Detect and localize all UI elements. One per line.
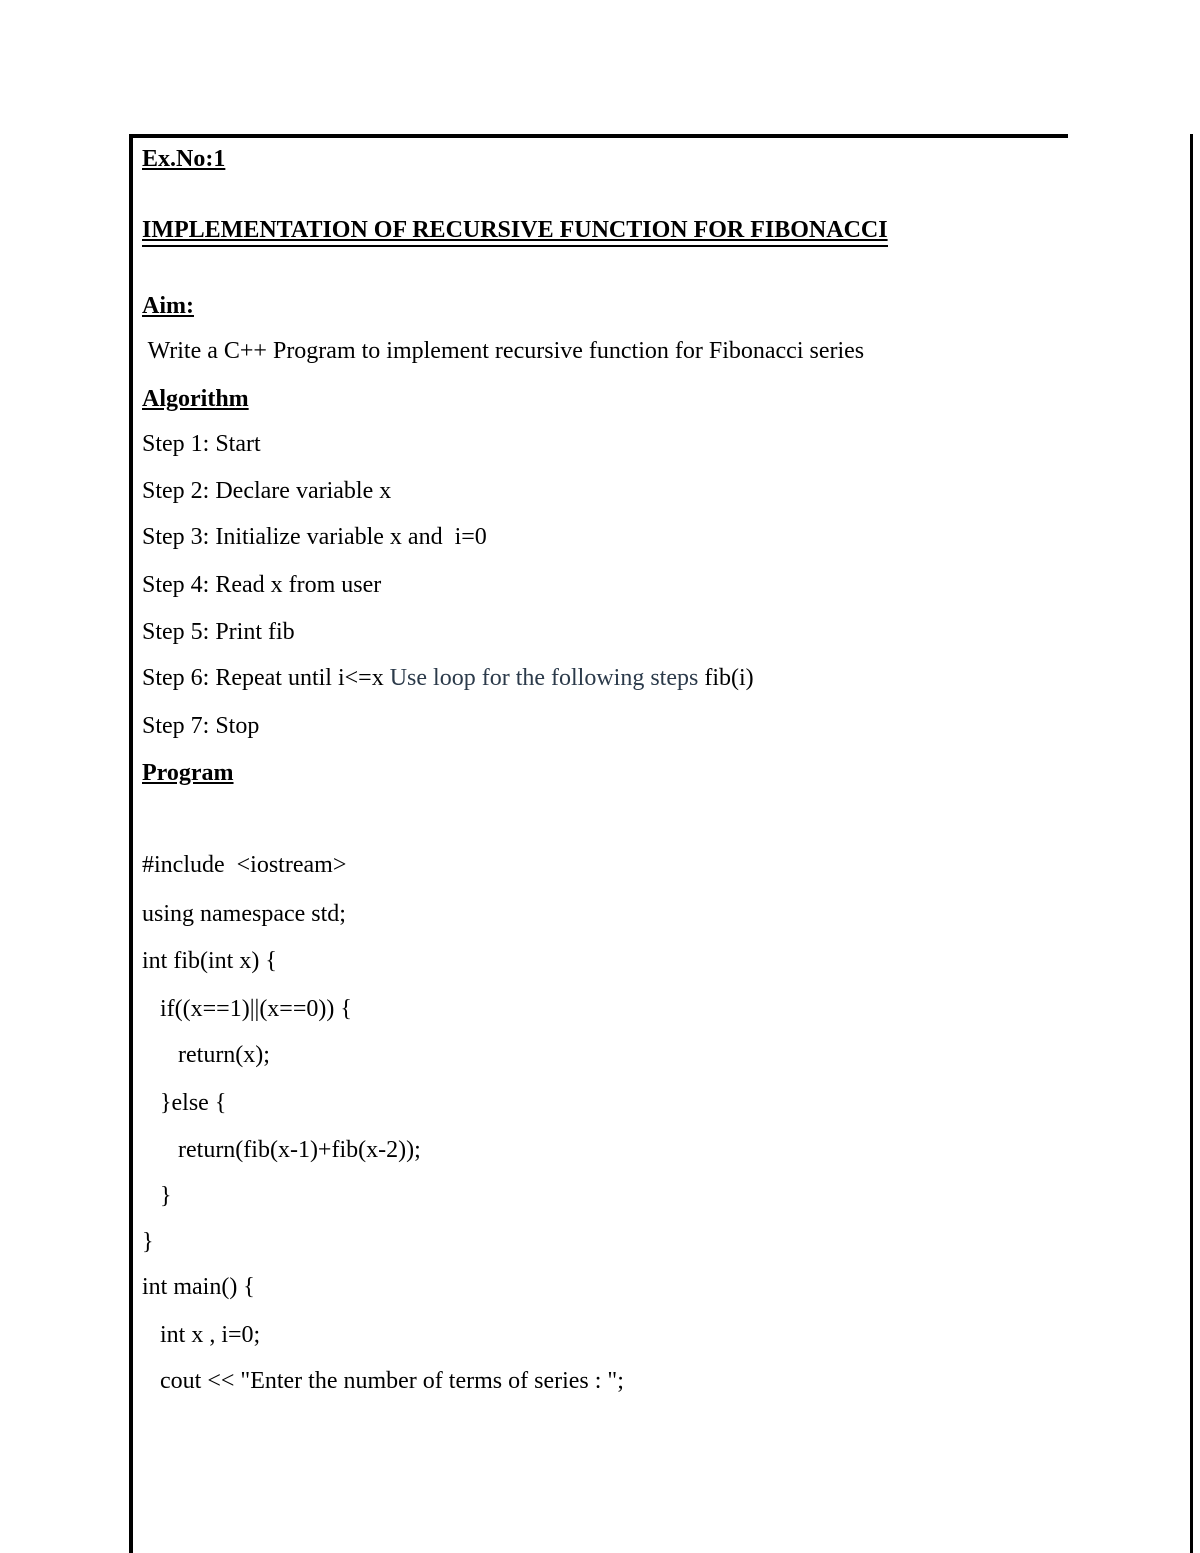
- algorithm-step-7: Step 7: Stop: [142, 713, 260, 739]
- algorithm-step-5: Step 5: Print fib: [142, 619, 295, 645]
- algorithm-step-6-tail: fib(i): [698, 665, 754, 691]
- code-line: int fib(int x) {: [142, 948, 277, 974]
- code-line: using namespace std;: [142, 901, 346, 927]
- code-line: }: [142, 1183, 172, 1209]
- algorithm-step-1: Step 1: Start: [142, 431, 261, 457]
- algorithm-step-6: [142, 664, 754, 692]
- code-line: int main() {: [142, 1274, 255, 1300]
- code-line: }else {: [142, 1090, 227, 1116]
- document-title: IMPLEMENTATION OF RECURSIVE FUNCTION FOR FIBONACCI: [142, 216, 888, 247]
- algorithm-step-2: Step 2: Declare variable x: [142, 478, 392, 504]
- aim-heading: Aim:: [142, 293, 194, 319]
- code-line: }: [142, 1229, 154, 1255]
- algorithm-step-4: Step 4: Read x from user: [142, 572, 382, 598]
- aim-text: Write a C++ Program to implement recursive function for Fibonacci series: [142, 338, 865, 364]
- algorithm-step-6-continuation: Use loop for the following steps: [389, 665, 699, 691]
- page-border-right: [1190, 134, 1193, 1553]
- algorithm-step-6-text: Step 6: Repeat until i<=x: [142, 665, 390, 691]
- algorithm-step-3: Step 3: Initialize variable x and i=0: [142, 524, 487, 550]
- code-line: return(fib(x-1)+fib(x-2));: [142, 1137, 421, 1163]
- page-border-top: [129, 134, 1068, 138]
- code-line: #include <iostream>: [142, 852, 347, 878]
- program-heading: Program: [142, 760, 234, 786]
- code-line: if((x==1)||(x==0)) {: [142, 996, 352, 1022]
- exercise-number: Ex.No:1: [142, 146, 226, 172]
- code-line: return(x);: [142, 1042, 270, 1068]
- algorithm-heading: Algorithm: [142, 386, 249, 412]
- code-line: cout << "Enter the number of terms of series : ";: [142, 1368, 624, 1394]
- page-border-left: [129, 134, 133, 1553]
- code-line: int x , i=0;: [142, 1322, 261, 1348]
